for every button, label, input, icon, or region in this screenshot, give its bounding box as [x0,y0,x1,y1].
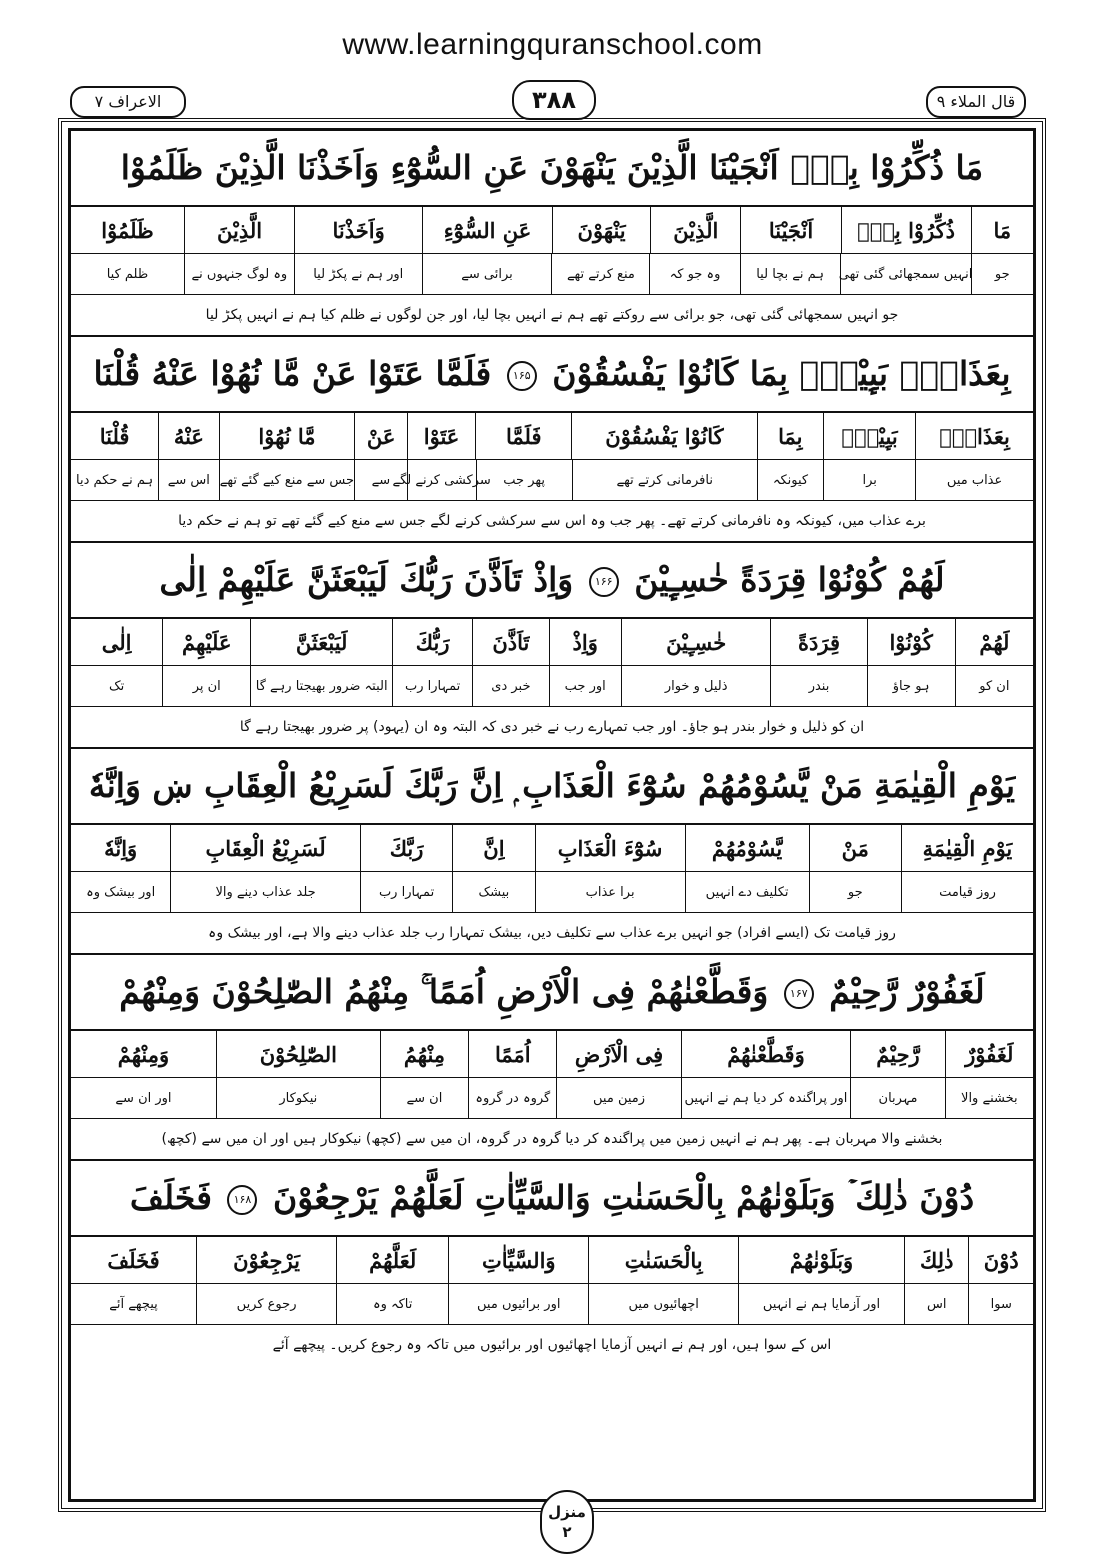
ayah-number-marker: ۱۶۸ [227,1185,257,1215]
meaning-cell: مہربان [850,1078,944,1118]
meaning-cell: سے [354,460,406,500]
meaning-cell: اور ہم نے پکڑ لیا [294,254,422,294]
meaning-cell: برائی سے [422,254,552,294]
ayah-line [71,749,1033,825]
word-cell: فَلَمَّا [475,413,571,459]
word-cell: اِلٰى [101,629,132,655]
verse-block [71,131,1033,337]
word-cell: مَا [971,207,1033,253]
word-cell: وَمِنْهُمْ [117,1041,170,1067]
meaning-cell: پیچھے آئے [109,1296,158,1312]
word-cell: خٰسِـِٕيْنَ [621,619,771,665]
page-content [71,131,1033,1365]
meaning-cell: ہم نے بچا لیا [740,254,840,294]
meaning-cell: پھر جب [476,460,572,500]
ayah-number-marker: ۱۶۶ [589,567,619,597]
verse-block [71,1161,1033,1365]
translation-line: برے عذاب میں، کیونکہ وہ نافرمانی کرتے تھے۔ پھر جب وہ اس سے سرکشی کرنے لگے جس سے منع کیے گئے تھے تو ہم نے حکم دیا [178,513,926,529]
website-url: www.learningquranschool.com [342,28,763,61]
meaning-cell: تمہارا رب [360,872,452,912]
meaning-row [71,666,1033,707]
word-cell: رَّحِيْمٌ [850,1031,944,1077]
word-cell: وَقَطَّعْنٰهُمْ [681,1031,851,1077]
word-cell: ذُكِّرُوْا بِهٖٓ [841,207,971,253]
meaning-cell: ہم نے حکم دیا [76,472,154,488]
meaning-cell: تکلیف دے انہیں [685,872,809,912]
word-cell: لَعَلَّهُمْ [336,1237,448,1283]
manzil-badge [540,1490,594,1554]
meaning-cell: انہیں سمجھائی گئی تھی [840,254,971,294]
ayah-text: يَوْمِ الْقِيٰمَةِ مَنْ يَّسُوْمُهُمْ سُوْٓءَ الْعَذَابِ ۭ اِنَّ رَبَّكَ لَسَرِيْعُ الْعِقَابِ ښ وَاِنَّهٗ [88,766,1016,805]
meaning-cell: اور برائیوں میں [448,1284,588,1324]
meaning-cell: ہو جاؤ [867,666,955,706]
translation-line: بخشنے والا مہربان ہے۔ پھر ہم نے انہیں زمین میں پراگندہ کر دیا گروہ در گروہ، ان میں سے (کچھ) نیکوکار ہیں اور ان میں سے (کچھ) [161,1131,943,1147]
ayah-line [71,1161,1033,1237]
ayah-line [71,543,1033,619]
meaning-cell: نیکوکار [216,1078,380,1118]
word-cell: كُوْنُوْا [867,619,955,665]
ayah-text: لَغَفُوْرٌ رَّحِيْمٌ [829,972,985,1011]
word-cell: عَنِ السُّوْٓءِ [422,207,552,253]
word-row [71,825,1033,872]
word-cell: اِنَّ [452,825,534,871]
word-cell: وَالسَّيِّاٰتِ [448,1237,588,1283]
meaning-row [71,460,1033,501]
ayah-text-continued: فَلَمَّا عَتَوْا عَنْ مَّا نُهُوْا عَنْهُ قُلْنَا [93,354,492,393]
verse-block [71,543,1033,749]
word-cell: لَغَفُوْرٌ [945,1031,1033,1077]
meaning-cell: اور آزمایا ہم نے انہیں [738,1284,904,1324]
word-cell: ذٰلِكَ [904,1237,969,1283]
word-cell: دُوْنَ [968,1237,1033,1283]
meaning-cell: منع کرتے تھے [551,254,649,294]
word-cell: رَبَّكَ [360,825,452,871]
ayah-text-continued: فَخَلَفَ [129,1178,212,1217]
meaning-cell: خبر دی [472,666,548,706]
word-cell: كَانُوْا يَفْسُقُوْنَ [571,413,756,459]
word-cell: يَنْهَوْنَ [552,207,650,253]
meaning-cell: ان کو [955,666,1033,706]
meaning-row [71,1284,1033,1325]
meaning-cell: اور جب [549,666,621,706]
word-row [71,619,1033,666]
word-cell: تَاَذَّنَ [472,619,548,665]
word-row [71,207,1033,254]
meaning-cell: تک [108,678,125,694]
surah-name-badge: الاعراف ۷ [70,86,186,118]
word-cell: وَاِذْ [549,619,621,665]
ayah-number-marker: ۱۶۷ [784,979,814,1009]
meaning-row [71,1078,1033,1119]
meaning-cell: روز قیامت [901,872,1033,912]
word-cell: فِى الْاَرْضِ [556,1031,680,1077]
meaning-cell: جس سے منع کیے گئے تھے [219,460,355,500]
word-cell: وَاِنَّهٗ [104,835,138,861]
meaning-cell: زمین میں [556,1078,680,1118]
word-cell: قُلْنَا [99,423,130,449]
meaning-row [71,872,1033,913]
meaning-cell: اس [904,1284,969,1324]
meaning-cell: بیشک [452,872,534,912]
ayah-text: دُوْنَ ذٰلِكَ ۡ وَبَلَوْنٰهُمْ بِالْحَسَنٰتِ وَالسَّيِّاٰتِ لَعَلَّهُمْ يَرْجِعُوْنَ [272,1178,975,1217]
ayah-line [71,337,1033,413]
word-cell: مِنْهُمُ [380,1031,468,1077]
word-cell: اَنْجَيْنَا [740,207,840,253]
word-cell: يَوْمِ الْقِيٰمَةِ [901,825,1033,871]
word-cell: عَنْ [354,413,407,459]
word-cell: مَّا نُهُوْا [219,413,355,459]
meaning-cell: وہ جو کہ [649,254,739,294]
manzil-number: ۲ [562,1523,572,1541]
word-cell: عَتَوْا [407,413,475,459]
meaning-cell: وہ لوگ جنہوں نے [184,254,294,294]
ayah-text-continued: وَقَطَّعْنٰهُمْ فِى الْاَرْضِ اُمَمًا ۚ مِنْهُمُ الصّٰلِحُوْنَ وَمِنْهُمْ [119,972,769,1011]
meaning-cell: ظلم کیا [106,266,149,282]
word-cell: الَّذِيْنَ [184,207,294,253]
meaning-cell: اور پراگندہ کر دیا ہم نے انہیں [681,1078,851,1118]
ayah-number-marker: ۱۶۵ [507,361,537,391]
word-cell: لَيَبْعَثَنَّ [250,619,392,665]
translation-line: اس کے سوا ہیں، اور ہم نے انہیں آزمایا اچھائیوں اور برائیوں میں تاکہ وہ رجوع کریں۔ پیچھے آئے [272,1337,832,1353]
meaning-cell: کیونکہ [757,460,823,500]
ayah-text: لَهُمْ كُوْنُوْا قِرَدَةً خٰسِـِٕيْنَ [634,560,945,599]
meaning-row [71,254,1033,295]
word-cell: اُمَمًا [468,1031,556,1077]
ayah-line [71,131,1033,207]
word-cell: وَبَلَوْنٰهُمْ [738,1237,904,1283]
word-cell: لَهُمْ [955,619,1033,665]
word-cell: مَنْ [809,825,901,871]
word-cell: بَىِٕيْسٍۢ [823,413,915,459]
meaning-cell: نافرمانی کرتے تھے [572,460,757,500]
ayah-text: بِعَذَابٍۢ بَىِٕيْسٍۢ بِمَا كَانُوْا يَفْسُقُوْنَ [552,354,1011,393]
meaning-cell: اچھائیوں میں [588,1284,738,1324]
meaning-cell: ذلیل و خوار [621,666,771,706]
word-cell: رَبُّكَ [392,619,472,665]
meaning-cell: اور بیشک وہ [86,884,156,900]
meaning-cell: گروہ در گروہ [468,1078,556,1118]
word-row [71,1237,1033,1284]
ayah-line [71,955,1033,1031]
translation-line: جو انہیں سمجھائی گئی تھی، جو برائی سے روکتے تھے ہم نے انہیں بچا لیا، اور جن لوگوں نے ظلم کیا ہم نے انہیں پکڑ لیا [205,307,899,323]
word-cell: بِمَا [757,413,823,459]
verse-block [71,749,1033,955]
ayah-text: مَا ذُكِّرُوْا بِهٖٓ اَنْجَيْنَا الَّذِيْنَ يَنْهَوْنَ عَنِ السُّوْٓءِ وَاَخَذْنَا الَّذِيْنَ ظَلَمُوْا [120,148,984,187]
meaning-cell: سوا [968,1284,1033,1324]
meaning-cell: برا عذاب [535,872,685,912]
word-cell: فَخَلَفَ [107,1247,160,1273]
meaning-cell: تمہارا رب [392,666,472,706]
word-cell: الَّذِيْنَ [650,207,740,253]
word-cell: لَسَرِيْعُ الْعِقَابِ [170,825,360,871]
word-cell: بِعَذَابٍۢ [915,413,1033,459]
meaning-cell: بخشنے والا [945,1078,1033,1118]
meaning-cell: جو [971,254,1033,294]
word-row [71,1031,1033,1078]
translation-line: ان کو ذلیل و خوار بندر ہو جاؤ۔ اور جب تمہارے رب نے خبر دی کہ البتہ وہ ان (یہود) پر ضرور بھیجتا رہے گا [239,719,865,735]
word-row [71,413,1033,460]
meaning-cell: جو [809,872,901,912]
page-number-badge: ۳۸۸ [512,80,596,120]
juz-name-badge: قال الملاء ۹ [926,86,1026,118]
meaning-cell: رجوع کریں [196,1284,336,1324]
word-cell: وَاَخَذْنَا [294,207,422,253]
word-cell: الصّٰلِحُوْنَ [216,1031,380,1077]
word-cell: عَلَيْهِمْ [162,619,250,665]
meaning-cell: البتہ ضرور بھیجتا رہے گا [250,666,392,706]
ayah-text-continued: وَاِذْ تَاَذَّنَ رَبُّكَ لَيَبْعَثَنَّ عَلَيْهِمْ اِلٰى [159,560,574,599]
word-cell: قِرَدَةً [770,619,866,665]
meaning-cell: عذاب میں [915,460,1033,500]
meaning-cell: برا [823,460,915,500]
meaning-cell: ان سے [380,1078,468,1118]
word-cell: ظَلَمُوْا [101,217,154,243]
meaning-cell: تاکہ وہ [336,1284,448,1324]
word-cell: بِالْحَسَنٰتِ [588,1237,738,1283]
manzil-label: منزل [548,1503,586,1521]
meaning-cell: اور ان سے [115,1090,172,1106]
translation-line: روز قیامت تک (ایسے افراد) جو انہیں برے عذاب سے تکلیف دیں، بیشک تمہارا رب جلد عذاب دینے والا ہے، اور بیشک وہ [208,925,896,941]
word-cell: سُوْٓءَ الْعَذَابِ [535,825,685,871]
word-cell: يَّسُوْمُهُمْ [685,825,809,871]
verse-block [71,337,1033,543]
verse-block [71,955,1033,1161]
word-cell: عَنْهُ [158,413,218,459]
meaning-cell: جلد عذاب دینے والا [170,872,360,912]
meaning-cell: ان پر [162,666,250,706]
word-cell: يَرْجِعُوْنَ [196,1237,336,1283]
meaning-cell: بندر [770,666,866,706]
meaning-cell: اس سے [158,460,218,500]
meaning-cell: سرکشی کرنے لگے [407,460,476,500]
